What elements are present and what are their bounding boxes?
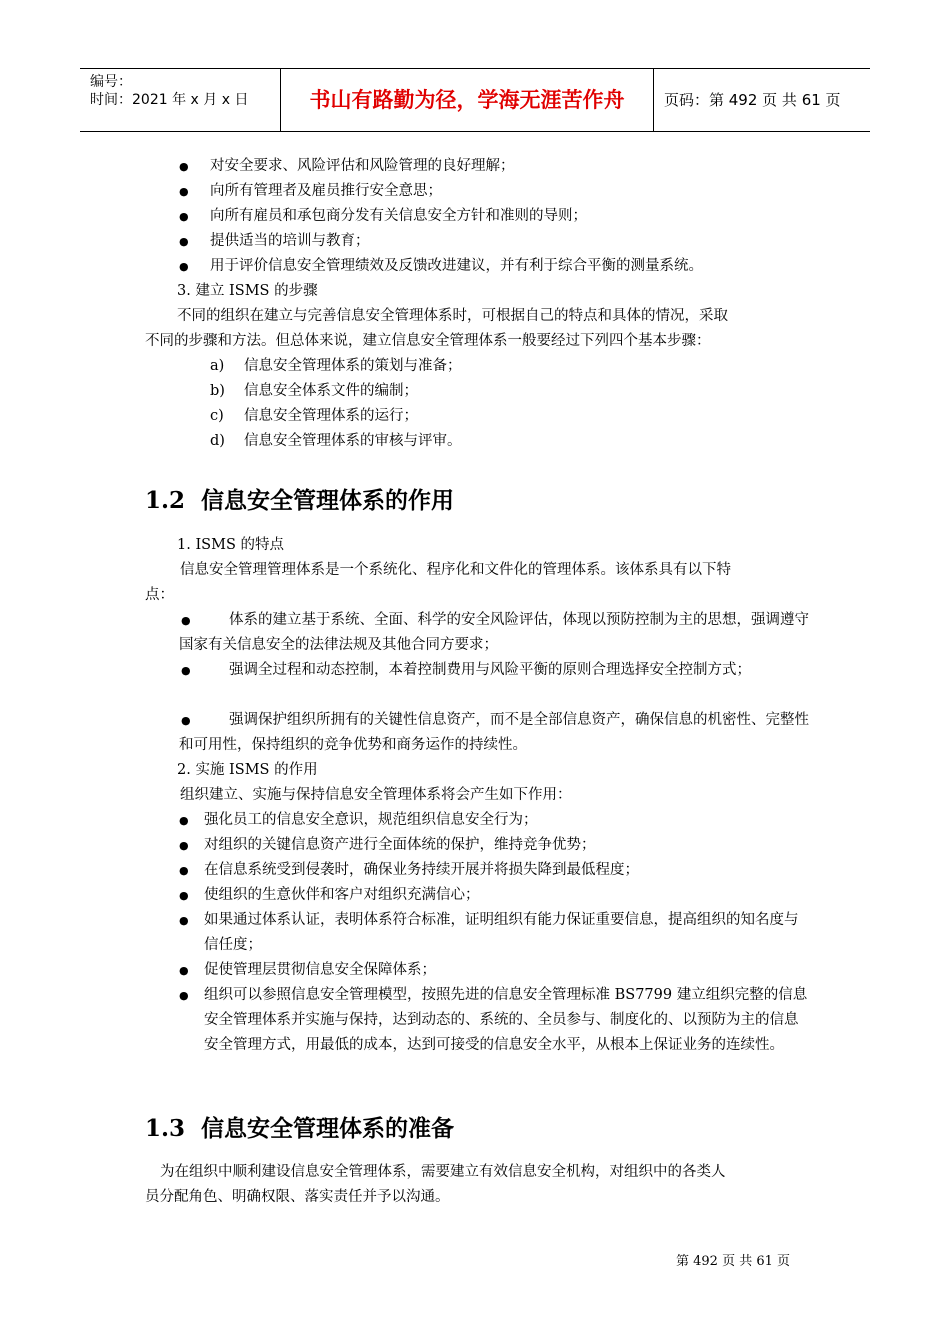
step-heading: 3. 建立 ISMS 的步骤 bbox=[177, 283, 318, 299]
bullet-icon: ● bbox=[179, 839, 189, 852]
bullet-icon: ● bbox=[181, 714, 191, 727]
paragraph-line: 为在组织中顺利建设信息安全管理体系，需要建立有效信息安全机构，对组织中的各类人 bbox=[160, 1164, 726, 1180]
bullet-icon: ● bbox=[179, 989, 189, 1002]
paragraph-line: 点： bbox=[145, 587, 174, 603]
list-item: 提供适当的培训与教育； bbox=[210, 233, 370, 249]
effect-item: 促使管理层贯彻信息安全保障体系； bbox=[204, 962, 436, 978]
step-label: b) bbox=[210, 383, 225, 399]
step-label: c) bbox=[210, 408, 224, 424]
list-item: 向所有管理者及雇员推行安全意思； bbox=[210, 183, 442, 199]
step-text: 信息安全管理体系的运行； bbox=[244, 408, 418, 424]
feature-item: 体系的建立基于系统、全面、科学的安全风险评估，体现以预防控制为主的思想，强调遵守国家有关信息安全的法律法规及其他合同方要求； bbox=[179, 612, 809, 653]
step-label: a) bbox=[210, 358, 225, 374]
effect-item: 组织可以参照信息安全管理模型，按照先进的信息安全管理标准 BS7799 建立组织完整的信息安全管理体系并实施与保持，达到动态的、系统的、全员参与、制度化的、以预防为主的信息安全管理方式，用最低的成本，达到可接受的信息安全水平，从根本上保证业务的连续性。 bbox=[204, 987, 808, 1053]
bullet-icon: ● bbox=[179, 814, 189, 827]
step-text: 信息安全管理体系的策划与准备； bbox=[244, 358, 462, 374]
bullet-icon: ● bbox=[181, 664, 191, 677]
effect-item: 使组织的生意伙伴和客户对组织充满信心； bbox=[204, 887, 480, 903]
step-text: 信息安全体系文件的编制； bbox=[244, 383, 418, 399]
header-page-label: 页码：第 492 页 共 61 页 bbox=[664, 91, 841, 109]
paragraph-line: 不同的组织在建立与完善信息安全管理体系时，可根据自己的特点和具体的情况，采取 bbox=[177, 308, 728, 324]
paragraph-line: 员分配角色、明确权限、落实责任并予以沟通。 bbox=[145, 1189, 450, 1205]
time-label: 时间：2021 年 x 月 x 日 bbox=[90, 92, 249, 108]
feature-item: 强调保护组织所拥有的关键性信息资产，而不是全部信息资产，确保信息的机密性、完整性和可用性，保持组织的竞争优势和商务运作的持续性。 bbox=[179, 712, 809, 753]
bullet-icon: ● bbox=[179, 964, 189, 977]
sub-heading: 1. ISMS 的特点 bbox=[177, 537, 284, 553]
bullet-icon: ● bbox=[179, 260, 189, 273]
step-label: d) bbox=[210, 433, 225, 449]
header-meta bbox=[80, 69, 281, 131]
effect-item: 强化员工的信息安全意识，规范组织信息安全行为； bbox=[204, 812, 538, 828]
bullet-icon: ● bbox=[179, 235, 189, 248]
section-title: 信息安全管理体系的作用 bbox=[201, 488, 454, 514]
paragraph-line: 不同的步骤和方法。但总体来说，建立信息安全管理体系一般要经过下列四个基本步骤： bbox=[145, 333, 711, 349]
section-number: 1.3 bbox=[145, 1115, 186, 1142]
bullet-icon: ● bbox=[179, 889, 189, 902]
page-header bbox=[80, 68, 870, 132]
bullet-icon: ● bbox=[181, 614, 191, 627]
effect-item: 如果通过体系认证，表明体系符合标准，证明组织有能力保证重要信息，提高组织的知名度与信任度； bbox=[204, 912, 799, 953]
bullet-icon: ● bbox=[179, 210, 189, 223]
paragraph-line: 信息安全管理管理体系是一个系统化、程序化和文件化的管理体系。该体系具有以下特 bbox=[180, 562, 731, 578]
effect-item: 在信息系统受到侵袭时，确保业务持续开展并将损失降到最低程度； bbox=[204, 862, 639, 878]
page-footer: 第 492 页 共 61 页 bbox=[676, 1254, 791, 1269]
list-item: 对安全要求、风险评估和风险管理的良好理解； bbox=[210, 158, 515, 174]
bullet-icon: ● bbox=[179, 914, 189, 927]
section-heading bbox=[145, 1110, 454, 1143]
paragraph-line: 组织建立、实施与保持信息安全管理体系将会产生如下作用： bbox=[180, 787, 572, 803]
feature-item: 强调全过程和动态控制，本着控制费用与风险平衡的原则合理选择安全控制方式； bbox=[229, 662, 751, 678]
effect-item: 对组织的关键信息资产进行全面体统的保护，维持竞争优势； bbox=[204, 837, 596, 853]
header-motto: 书山有路勤为径，学海无涯苦作舟 bbox=[281, 69, 654, 131]
section-title: 信息安全管理体系的准备 bbox=[201, 1116, 454, 1142]
section-number: 1.2 bbox=[145, 487, 186, 514]
step-text: 信息安全管理体系的审核与评审。 bbox=[244, 433, 462, 449]
bullet-icon: ● bbox=[179, 185, 189, 198]
serial-label: 编号： bbox=[90, 74, 132, 90]
bullet-icon: ● bbox=[179, 160, 189, 173]
bullet-icon: ● bbox=[179, 864, 189, 877]
list-item: 向所有雇员和承包商分发有关信息安全方针和准则的导则； bbox=[210, 208, 587, 224]
list-item: 用于评价信息安全管理绩效及反馈改进建议，并有利于综合平衡的测量系统。 bbox=[210, 258, 703, 274]
section-heading bbox=[145, 482, 454, 515]
sub-heading: 2. 实施 ISMS 的作用 bbox=[177, 762, 318, 778]
